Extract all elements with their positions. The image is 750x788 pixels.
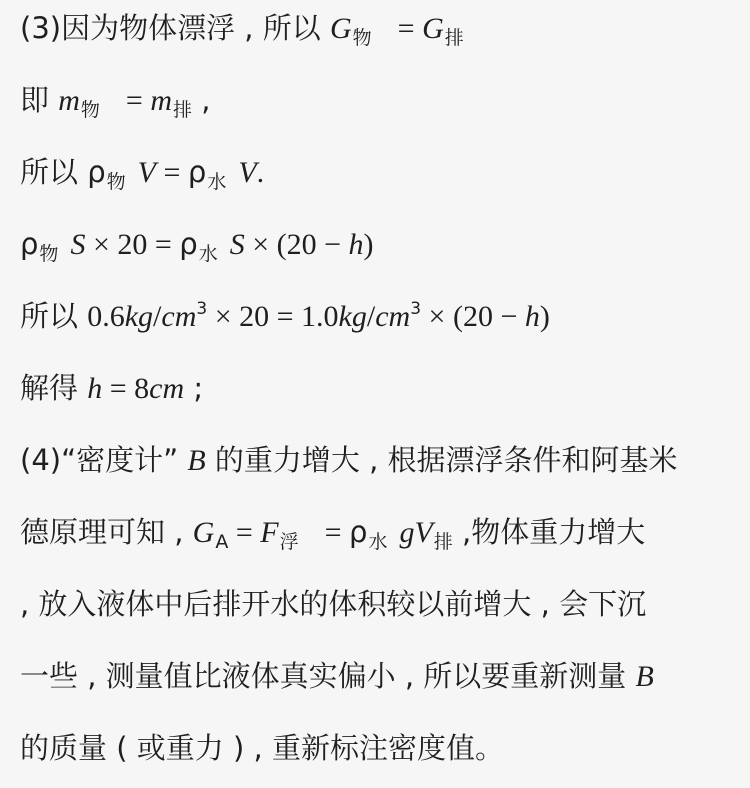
formula-token: 的质量 ( 或重力 ) , 重新标注密度值。 bbox=[20, 731, 504, 765]
formula-token: 3 bbox=[196, 299, 208, 319]
formula-token: 0.6 bbox=[87, 300, 125, 333]
formula-token: F bbox=[260, 516, 279, 549]
formula-token: B bbox=[187, 444, 206, 477]
line-8 bbox=[20, 512, 736, 556]
formula-token: ρ bbox=[179, 227, 198, 261]
formula-token: kg bbox=[124, 300, 154, 333]
formula-token: . bbox=[256, 156, 265, 189]
formula-token: (3)因为物体漂浮 , 所以 bbox=[20, 11, 330, 45]
formula-token: 一些 , 测量值比液体真实偏小 , 所以要重新测量 bbox=[20, 659, 636, 693]
formula-token: V bbox=[238, 156, 257, 189]
line-3 bbox=[20, 152, 736, 196]
formula-token: ,物体重力增大 bbox=[452, 515, 646, 549]
line-6 bbox=[20, 368, 736, 409]
formula-token: 解得 bbox=[20, 371, 88, 405]
line-7 bbox=[20, 440, 736, 481]
line-9 bbox=[20, 584, 736, 624]
line-10 bbox=[20, 656, 736, 697]
formula-token: kg bbox=[338, 300, 367, 333]
line-11 bbox=[20, 728, 736, 768]
formula-token: 所以 bbox=[20, 299, 88, 333]
formula-token: 排 bbox=[444, 27, 464, 49]
formula-token: (4)“密度计” bbox=[20, 443, 188, 477]
formula-token: 排 bbox=[433, 531, 453, 553]
line-1 bbox=[20, 8, 736, 52]
formula-token: ρ bbox=[20, 227, 39, 261]
formula-token: = bbox=[228, 516, 261, 549]
formula-token: cm bbox=[149, 372, 185, 405]
formula-token: 所以 ρ bbox=[20, 155, 106, 189]
formula-token: ) bbox=[539, 300, 550, 333]
formula-token: 的重力增大 , 根据漂浮条件和阿基米 bbox=[205, 443, 678, 477]
formula-token: = bbox=[125, 84, 151, 117]
formula-token: , 放入液体中后排开水的体积较以前增大 , 会下沉 bbox=[20, 587, 647, 621]
formula-token: / bbox=[366, 300, 376, 333]
formula-token: G bbox=[329, 12, 352, 45]
formula-token: cm bbox=[375, 300, 411, 333]
formula-token: A bbox=[215, 531, 229, 553]
formula-token: S bbox=[229, 228, 245, 261]
line-2 bbox=[20, 80, 736, 124]
formula-token: 物 bbox=[106, 171, 126, 193]
formula-token: G bbox=[192, 516, 215, 549]
formula-token: m bbox=[58, 84, 80, 117]
formula-token: B bbox=[635, 660, 654, 693]
formula-token: 物 bbox=[80, 99, 100, 121]
formula-token: 水 bbox=[207, 171, 227, 193]
formula-token: 德原理可知 , bbox=[20, 515, 193, 549]
formula-token: = 8 bbox=[102, 372, 150, 405]
formula-token: S bbox=[70, 228, 86, 261]
formula-token: × (20 − bbox=[421, 300, 525, 333]
formula-token: , bbox=[192, 83, 211, 117]
formula-token: 排 bbox=[173, 99, 193, 121]
formula-token: h bbox=[87, 372, 103, 405]
formula-token: × 20 = bbox=[85, 228, 180, 261]
formula-token: h bbox=[524, 300, 540, 333]
formula-token: ρ bbox=[187, 155, 207, 189]
formula-token: = bbox=[324, 516, 350, 549]
formula-token: / bbox=[153, 300, 162, 333]
formula-token: G bbox=[422, 12, 444, 45]
formula-token: 水 bbox=[368, 531, 388, 553]
formula-token: × (20 − bbox=[244, 228, 349, 261]
formula-token: ρ bbox=[349, 515, 368, 549]
formula-token: 浮 bbox=[279, 531, 299, 553]
formula-token: V bbox=[137, 156, 156, 189]
formula-token: × 20 = 1.0 bbox=[207, 300, 339, 333]
formula-token: = bbox=[155, 156, 188, 189]
formula-token: ; bbox=[184, 371, 204, 405]
formula-token: 即 bbox=[20, 83, 59, 117]
formula-token: = bbox=[397, 12, 423, 45]
formula-token: cm bbox=[161, 300, 197, 333]
line-5 bbox=[20, 296, 736, 341]
formula-token: ) bbox=[363, 228, 374, 261]
line-4 bbox=[20, 224, 736, 268]
formula-token: m bbox=[150, 84, 172, 117]
formula-token: 3 bbox=[410, 299, 422, 319]
formula-token: 水 bbox=[198, 243, 218, 265]
formula-token: h bbox=[348, 228, 364, 261]
formula-token: 物 bbox=[352, 27, 372, 49]
formula-token: gV bbox=[399, 516, 433, 549]
formula-token: 物 bbox=[39, 243, 59, 265]
